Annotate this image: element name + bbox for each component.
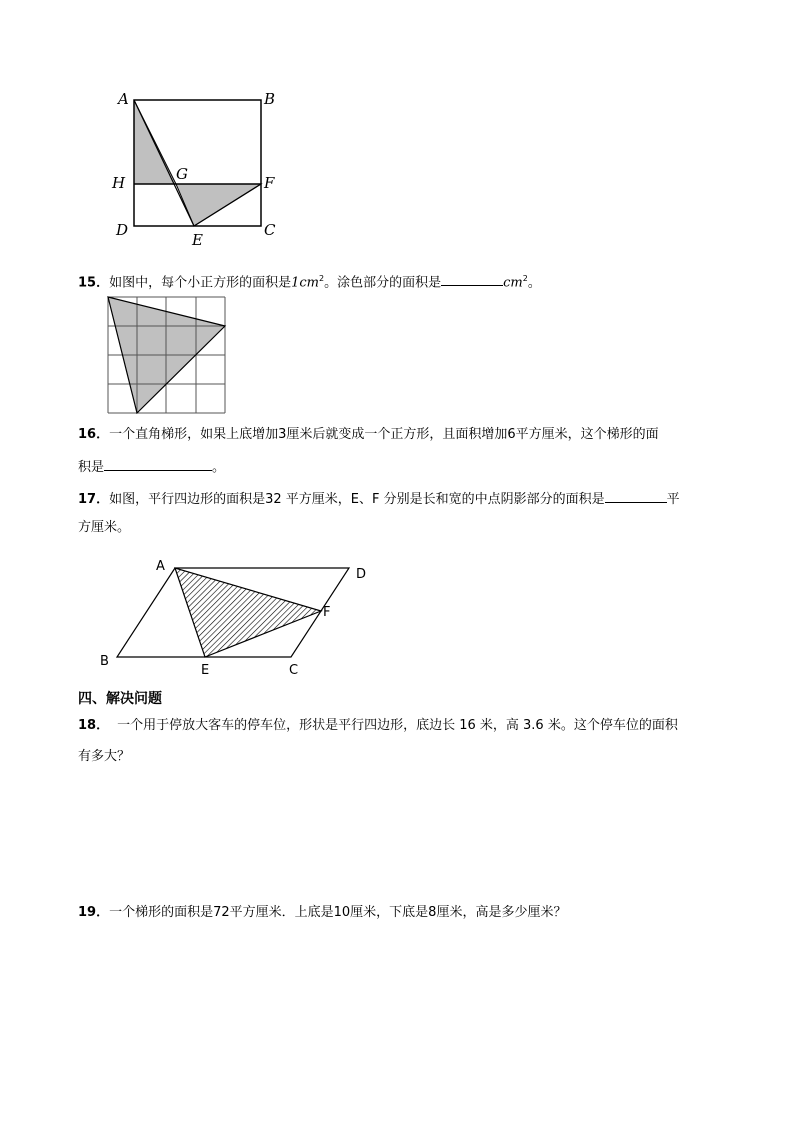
- label-b: B: [264, 90, 276, 108]
- unit-value: 1: [291, 275, 300, 291]
- question-19: [78, 903, 566, 923]
- question-number: 15．: [78, 275, 110, 291]
- label-f: F: [323, 605, 331, 620]
- label-d: D: [356, 567, 367, 582]
- unit-exponent: 2: [319, 274, 325, 283]
- figure-square-abcd: [100, 80, 300, 250]
- section-title: 四、解决问题: [78, 691, 162, 707]
- question-text: 如图，平行四边形的面积是32 平方厘米，E、F 分别是长和宽的中点阴影部分的面积是: [109, 492, 605, 507]
- question-text: 平: [666, 492, 680, 507]
- figure-grid: [104, 293, 232, 418]
- question-number: 16．: [78, 427, 110, 442]
- question-text: 一个直角梯形，如果上底增加3厘米后就变成一个正方形，且面积增加6平方厘米，这个梯形的面: [109, 427, 659, 442]
- question-number: 18．: [78, 718, 110, 733]
- question-text: 一个用于停放大客车的停车位，形状是平行四边形，底边长 16 米，高 3.6 米。这个停车位的面积: [117, 718, 678, 733]
- question-number: 19．: [78, 905, 110, 920]
- label-d: D: [116, 221, 129, 239]
- question-17: [78, 488, 680, 510]
- unit-exponent: 2: [522, 274, 528, 283]
- question-text: 有多大？: [78, 749, 131, 764]
- question-15: [78, 269, 541, 293]
- question-text: 。涂色部分的面积是: [324, 275, 442, 291]
- question-18-line2: [78, 747, 130, 767]
- question-text: 一个梯形的面积是72平方厘米．上底是10厘米，下底是8厘米，高是多少厘米？: [109, 905, 567, 920]
- figure-parallelogram: [95, 553, 385, 683]
- question-17-line2: [78, 518, 130, 538]
- unit: cm: [503, 275, 523, 291]
- answer-blank[interactable]: [104, 456, 212, 471]
- shaded-triangle-gef: [176, 184, 261, 226]
- question-number: 17．: [78, 492, 110, 507]
- label-a: A: [118, 90, 129, 108]
- question-text: 方厘米。: [78, 520, 131, 535]
- label-b: B: [100, 654, 109, 669]
- answer-blank[interactable]: [605, 488, 667, 503]
- question-text: 积是: [78, 460, 105, 475]
- unit: cm: [299, 275, 319, 291]
- label-c: C: [264, 221, 276, 239]
- question-text: 。: [212, 460, 226, 475]
- label-g: G: [176, 165, 188, 183]
- label-e: E: [201, 663, 210, 678]
- question-16-line2: [78, 456, 225, 478]
- question-text: 。: [527, 275, 541, 291]
- question-16: [78, 425, 659, 445]
- label-a: A: [156, 559, 165, 574]
- answer-blank[interactable]: [441, 271, 503, 286]
- question-18: [78, 716, 678, 736]
- label-h: H: [112, 174, 126, 192]
- label-e: E: [192, 231, 203, 249]
- label-f: F: [264, 174, 275, 192]
- question-text: 如图中，每个小正方形的面积是: [109, 275, 292, 291]
- label-c: C: [289, 663, 299, 678]
